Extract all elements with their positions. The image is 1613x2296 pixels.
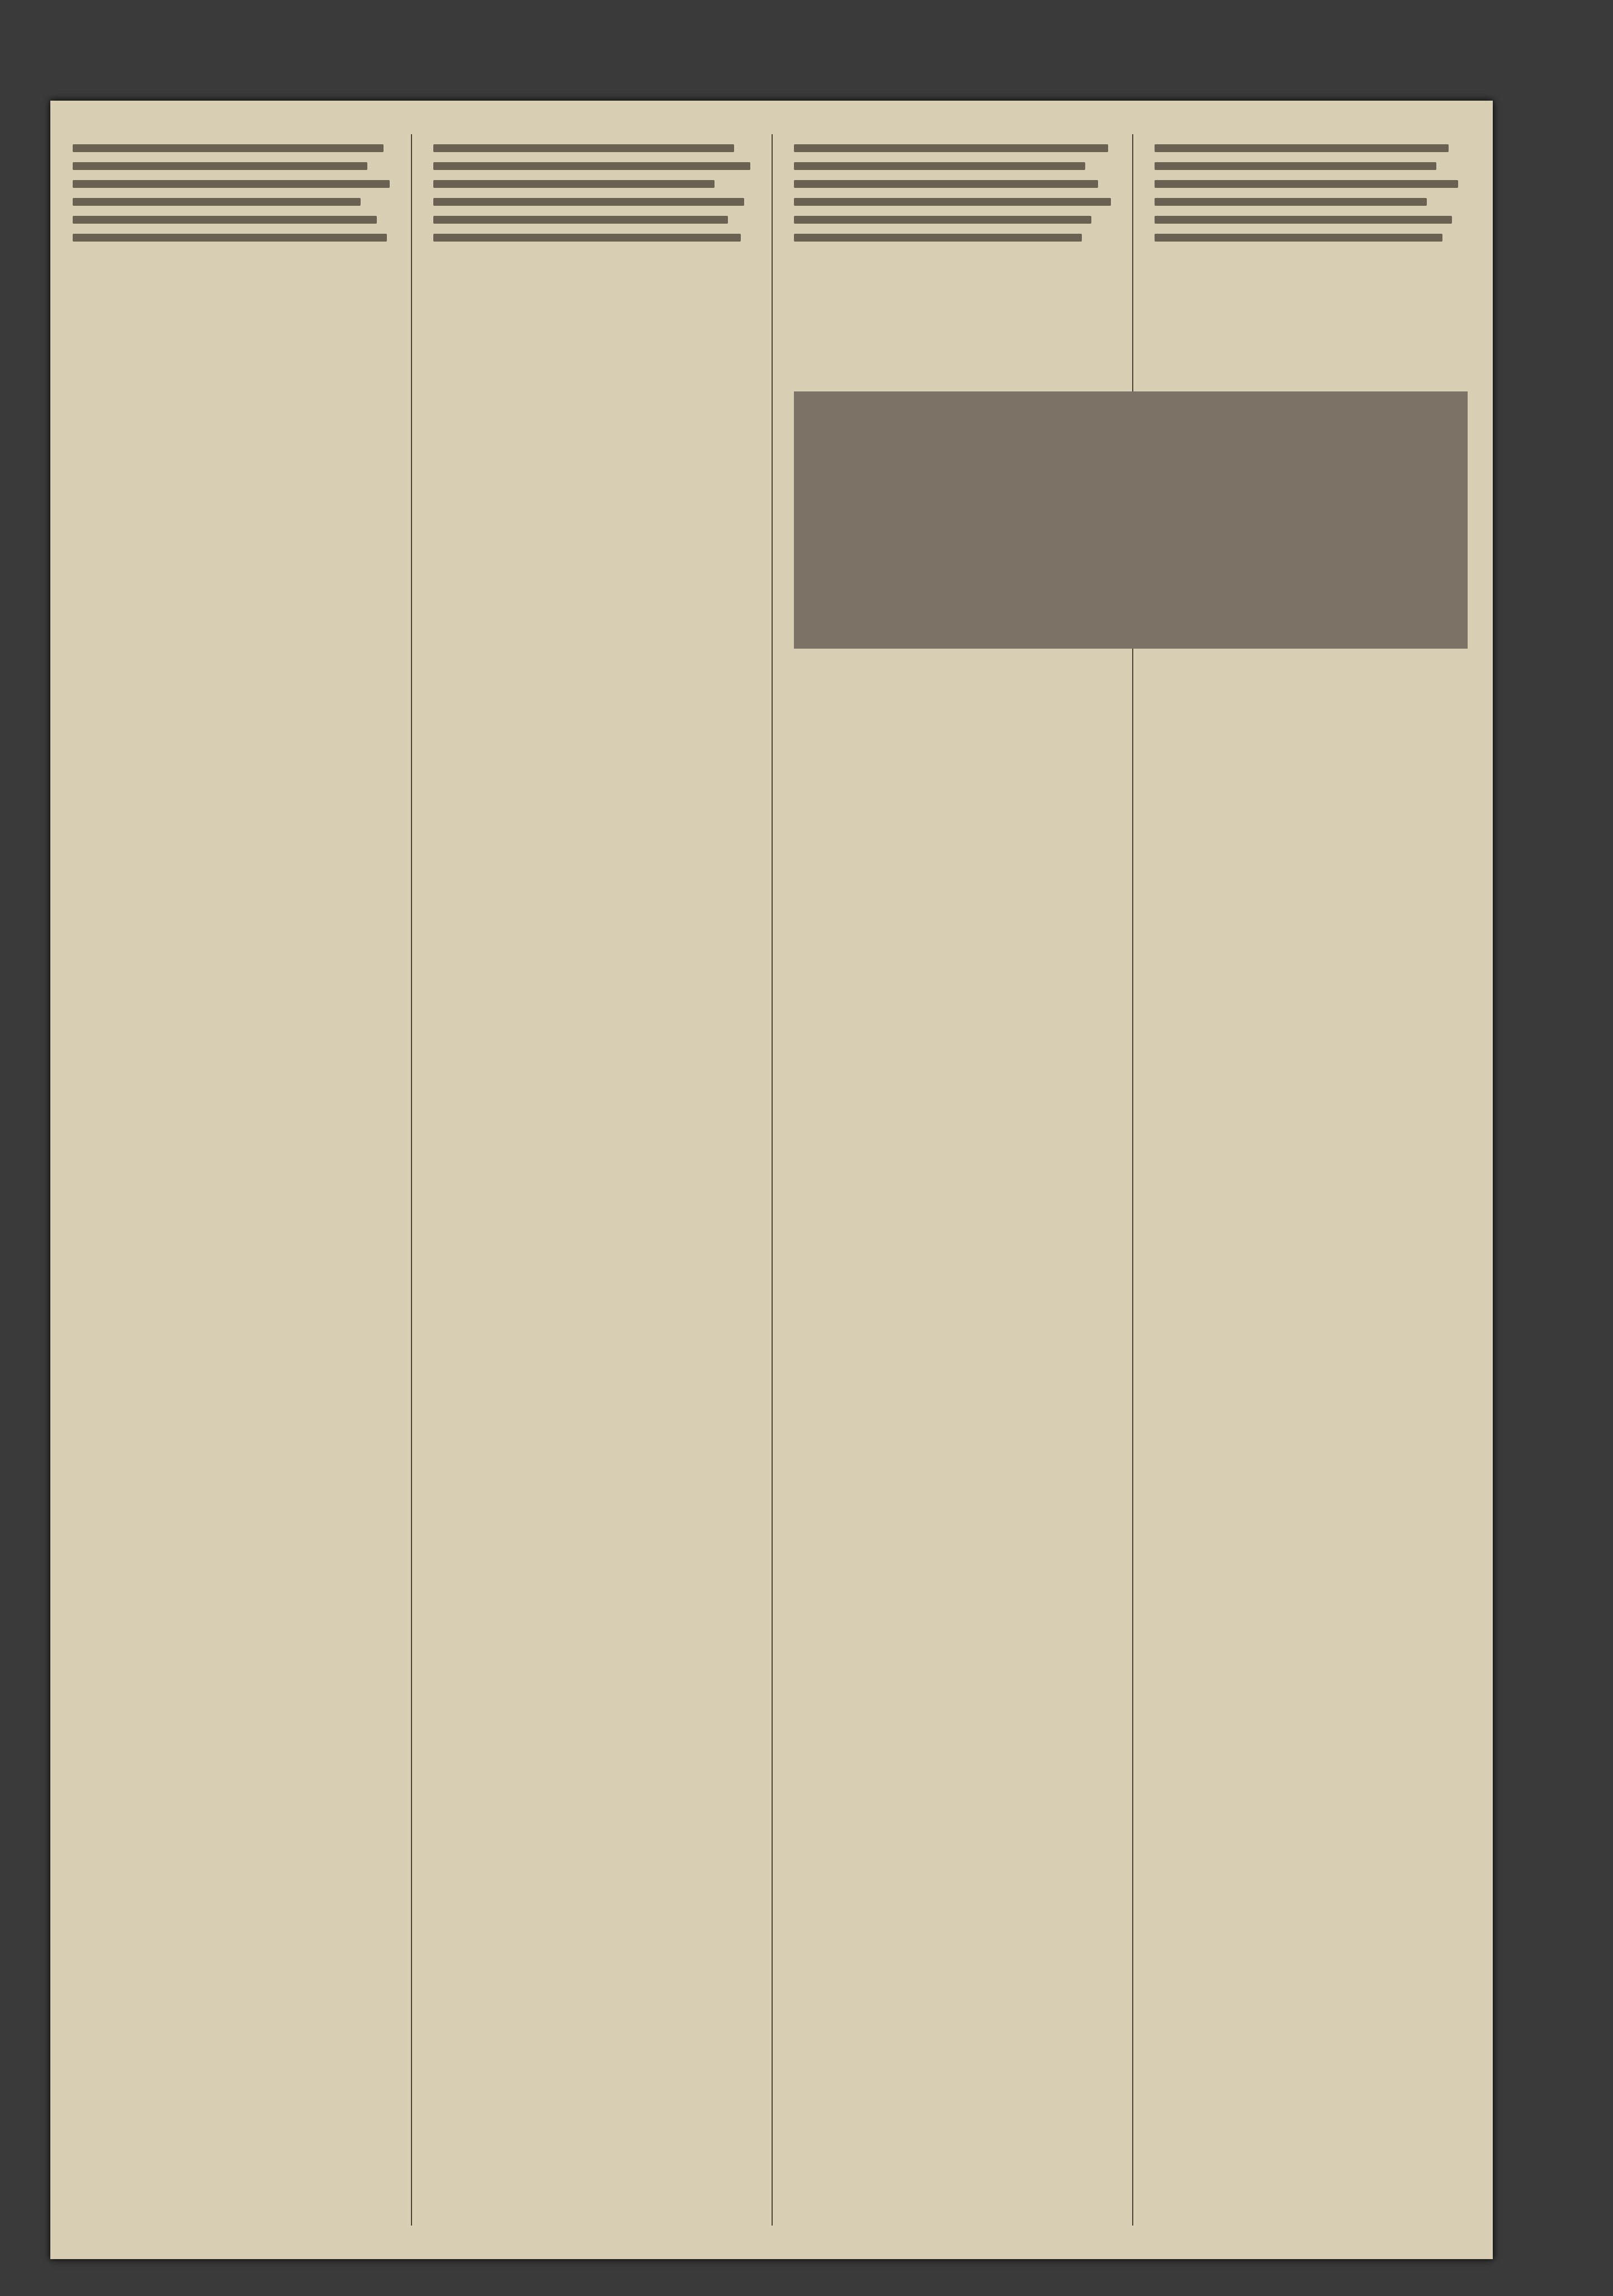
column-rule <box>772 134 773 2226</box>
column-1 <box>73 134 400 2226</box>
column-2 <box>433 134 760 2226</box>
newspaper-page <box>50 101 1493 2259</box>
photo <box>794 391 1468 649</box>
column-rule <box>411 134 412 2226</box>
